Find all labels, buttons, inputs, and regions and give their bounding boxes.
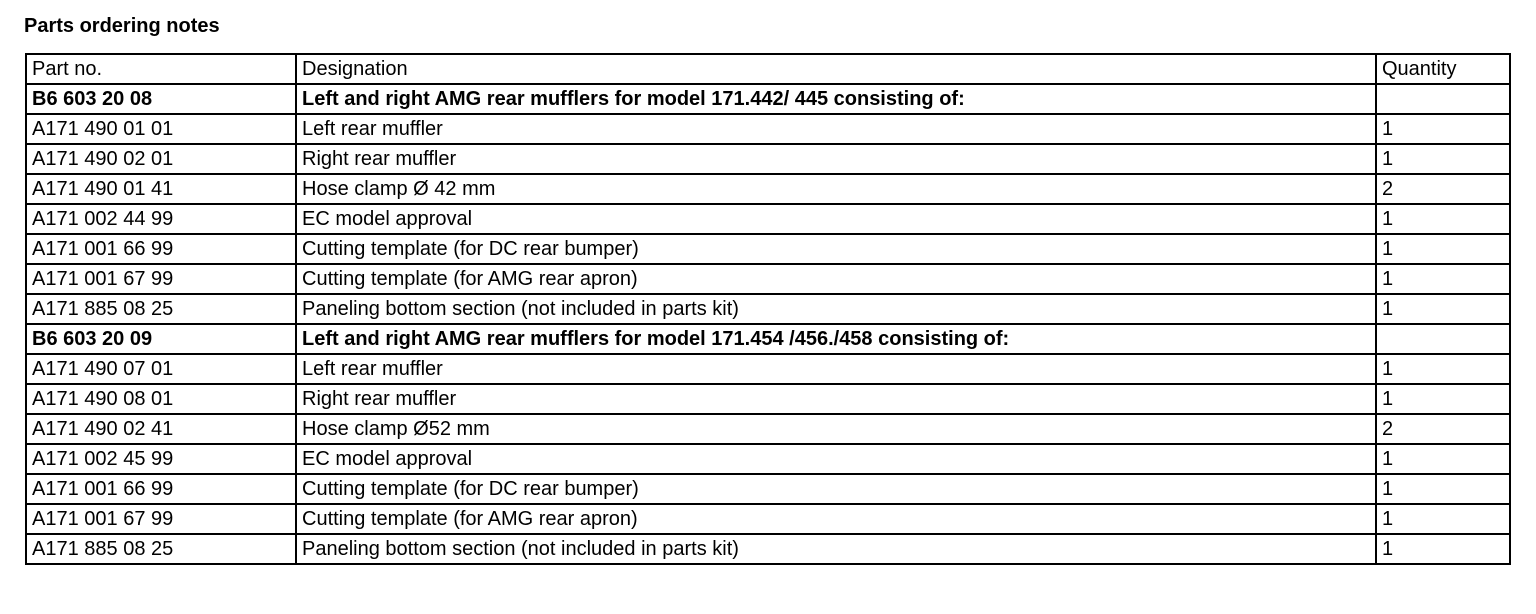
cell-part-no: A171 001 67 99 <box>26 504 296 534</box>
cell-quantity: 2 <box>1376 414 1510 444</box>
kit-group-row <box>26 324 1510 354</box>
cell-designation: EC model approval <box>296 204 1376 234</box>
table-row <box>26 534 1510 564</box>
page-title: Parts ordering notes <box>24 15 220 37</box>
cell-designation: Left and right AMG rear mufflers for model 171.442/ 445 consisting of: <box>296 84 1376 114</box>
cell-designation: Paneling bottom section (not included in parts kit) <box>296 534 1376 564</box>
cell-quantity <box>1376 324 1510 354</box>
cell-quantity: 1 <box>1376 504 1510 534</box>
cell-designation: Left and right AMG rear mufflers for model 171.454 /456./458 consisting of: <box>296 324 1376 354</box>
table-row <box>26 414 1510 444</box>
cell-designation: Cutting template (for AMG rear apron) <box>296 504 1376 534</box>
table-row <box>26 114 1510 144</box>
cell-quantity: 1 <box>1376 144 1510 174</box>
table-row <box>26 294 1510 324</box>
table-row <box>26 174 1510 204</box>
cell-designation: Paneling bottom section (not included in parts kit) <box>296 294 1376 324</box>
cell-part-no: A171 001 66 99 <box>26 474 296 504</box>
cell-quantity: 1 <box>1376 354 1510 384</box>
table-row <box>26 144 1510 174</box>
table-row <box>26 354 1510 384</box>
cell-designation: Right rear muffler <box>296 384 1376 414</box>
cell-quantity: 1 <box>1376 534 1510 564</box>
table-header-row <box>26 54 1510 84</box>
cell-part-no: B6 603 20 09 <box>26 324 296 354</box>
cell-part-no: A171 490 02 01 <box>26 144 296 174</box>
cell-part-no: A171 885 08 25 <box>26 534 296 564</box>
cell-designation: Left rear muffler <box>296 354 1376 384</box>
cell-quantity: 1 <box>1376 204 1510 234</box>
table-row <box>26 504 1510 534</box>
cell-quantity: 1 <box>1376 474 1510 504</box>
cell-designation: Cutting template (for AMG rear apron) <box>296 264 1376 294</box>
cell-part-no: A171 490 08 01 <box>26 384 296 414</box>
header-quantity: Quantity <box>1376 54 1510 84</box>
table-row <box>26 384 1510 414</box>
cell-designation: Hose clamp Ø 42 mm <box>296 174 1376 204</box>
cell-designation: Left rear muffler <box>296 114 1376 144</box>
cell-part-no: A171 002 44 99 <box>26 204 296 234</box>
cell-part-no: A171 490 02 41 <box>26 414 296 444</box>
table-row <box>26 444 1510 474</box>
table-body <box>26 84 1510 564</box>
parts-table <box>25 53 1511 565</box>
table-row <box>26 204 1510 234</box>
cell-quantity: 1 <box>1376 384 1510 414</box>
cell-part-no: A171 001 67 99 <box>26 264 296 294</box>
header-part-no: Part no. <box>26 54 296 84</box>
cell-quantity: 1 <box>1376 294 1510 324</box>
cell-part-no: A171 885 08 25 <box>26 294 296 324</box>
cell-quantity: 2 <box>1376 174 1510 204</box>
cell-designation: Right rear muffler <box>296 144 1376 174</box>
header-designation: Designation <box>296 54 1376 84</box>
cell-designation: Cutting template (for DC rear bumper) <box>296 474 1376 504</box>
cell-part-no: A171 001 66 99 <box>26 234 296 264</box>
cell-designation: EC model approval <box>296 444 1376 474</box>
cell-designation: Cutting template (for DC rear bumper) <box>296 234 1376 264</box>
table-row <box>26 264 1510 294</box>
table-row <box>26 474 1510 504</box>
cell-quantity <box>1376 84 1510 114</box>
cell-part-no: A171 490 01 01 <box>26 114 296 144</box>
cell-quantity: 1 <box>1376 234 1510 264</box>
kit-group-row <box>26 84 1510 114</box>
cell-designation: Hose clamp Ø52 mm <box>296 414 1376 444</box>
cell-part-no: A171 490 01 41 <box>26 174 296 204</box>
cell-quantity: 1 <box>1376 114 1510 144</box>
cell-quantity: 1 <box>1376 264 1510 294</box>
cell-part-no: B6 603 20 08 <box>26 84 296 114</box>
cell-quantity: 1 <box>1376 444 1510 474</box>
table-row <box>26 234 1510 264</box>
cell-part-no: A171 002 45 99 <box>26 444 296 474</box>
cell-part-no: A171 490 07 01 <box>26 354 296 384</box>
